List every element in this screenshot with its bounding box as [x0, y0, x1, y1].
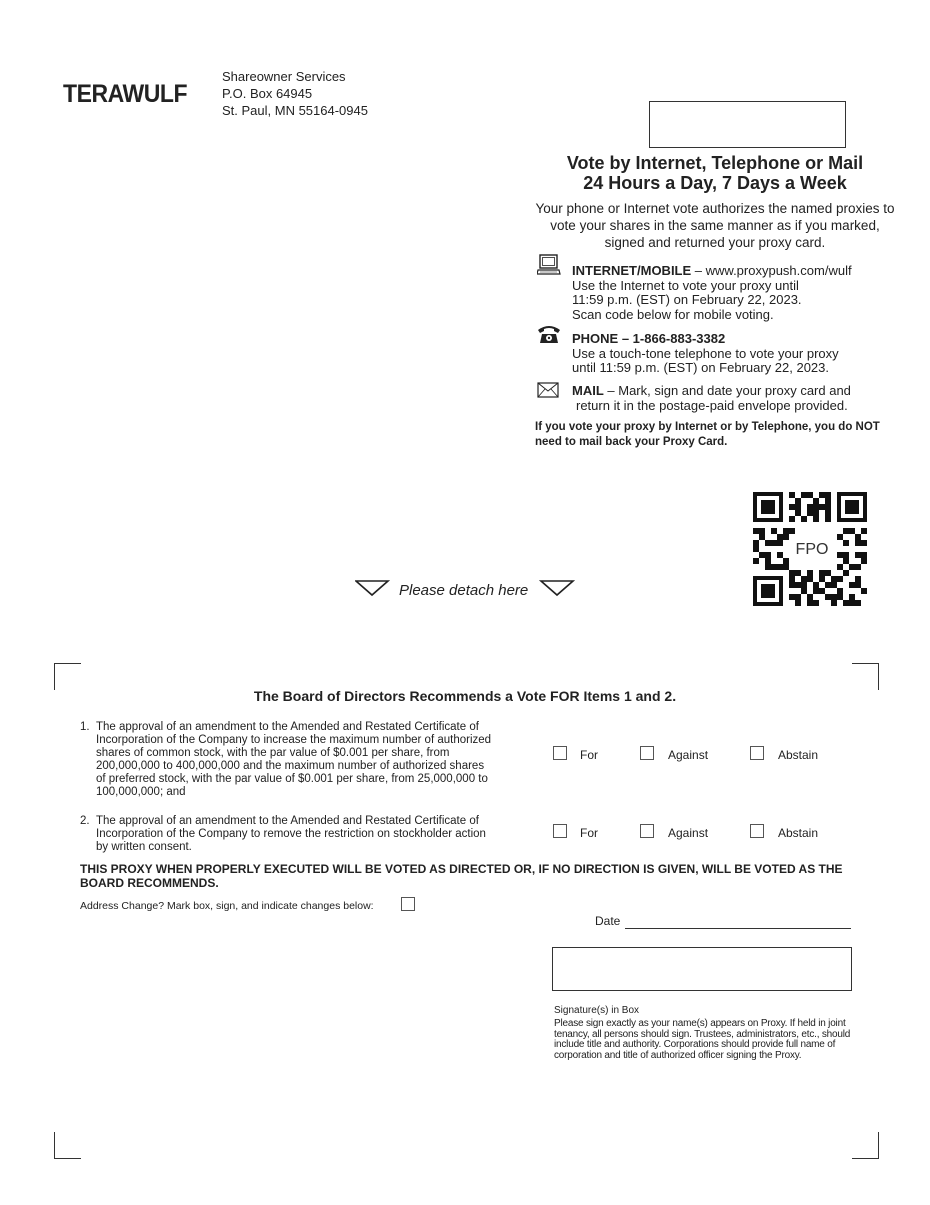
mail-method [572, 384, 851, 413]
mail-label: MAIL [572, 383, 604, 398]
item-1-against-checkbox[interactable] [640, 746, 654, 760]
signature-box[interactable] [552, 947, 852, 991]
ballot-item-2 [80, 815, 500, 857]
phone-line: Use a touch-tone telephone to vote your proxy [572, 345, 839, 361]
phone-line: until 11:59 p.m. (EST) on February 22, 2023. [572, 360, 830, 375]
ballot-item-1 [80, 721, 500, 801]
signature-instructions: Please sign exactly as your name(s) appears on Proxy. If held in joint tenancy, all persons should sign. Trustees, administrators, etc., should include title and authority. Corporations should provide full name of corporation and title of authorized officer signing the Proxy. [554, 1018, 851, 1061]
crop-mark [852, 1132, 879, 1159]
crop-mark [54, 663, 81, 690]
envelope-icon [537, 382, 559, 398]
return-address [222, 68, 368, 119]
internet-line: 11:59 p.m. (EST) on February 22, 2023. [572, 292, 802, 307]
computer-icon [537, 254, 561, 276]
item-2-against-checkbox[interactable] [640, 824, 654, 838]
phone-method [572, 332, 839, 376]
voting-heading [535, 153, 895, 193]
board-recommendation-heading: The Board of Directors Recommends a Vote FOR Items 1 and 2. [253, 688, 677, 704]
abstain-label: Abstain [778, 826, 819, 840]
voting-heading-line2: 24 Hours a Day, 7 Days a Week [583, 173, 847, 193]
qr-code[interactable] [753, 492, 867, 606]
address-line: Shareowner Services [222, 69, 346, 84]
internet-method [572, 264, 852, 322]
voting-heading-line1: Vote by Internet, Telephone or Mail [566, 153, 864, 173]
internet-line: Use the Internet to vote your proxy until [572, 277, 799, 293]
address-change-checkbox[interactable] [401, 897, 415, 911]
against-label: Against [668, 826, 709, 840]
item-number: 1. [80, 721, 90, 733]
crop-mark [852, 663, 879, 690]
item-text: The approval of an amendment to the Amended and Restated Certificate of Incorporation of the Company to remove the restriction on stockholder action by written consent. [96, 815, 486, 853]
address-line: St. Paul, MN 55164-0945 [222, 103, 368, 118]
voting-intro: Your phone or Internet vote authorizes the named proxies to vote your shares in the same manner as if you marked, signed and returned your proxy card. [535, 201, 895, 250]
no-mail-note: If you vote your proxy by Internet or by Telephone, you do NOT need to mail back your Proxy Card. [535, 421, 880, 448]
company-logo: TERAWULF [63, 80, 188, 108]
item-2-for-checkbox[interactable] [553, 824, 567, 838]
detach-label: Please detach here [399, 582, 529, 599]
mail-line: – Mark, sign and date your proxy card and [603, 383, 851, 398]
for-label: For [580, 748, 598, 762]
for-label: For [580, 826, 598, 840]
signature-title: Signature(s) in Box [554, 1005, 640, 1016]
phone-label: PHONE – 1-866-883-3382 [572, 331, 726, 346]
date-field[interactable] [625, 928, 851, 929]
proxy-statement: THIS PROXY WHEN PROPERLY EXECUTED WILL BE VOTED AS DIRECTED OR, IF NO DIRECTION IS GIVEN, WILL BE VOTED AS THE BOARD RECOMMENDS. [80, 862, 843, 890]
internet-line: Scan code below for mobile voting. [572, 306, 774, 322]
address-change-label: Address Change? Mark box, sign, and indicate changes below: [80, 900, 374, 912]
date-label: Date [595, 914, 621, 928]
mail-line: return it in the postage-paid envelope provided. [576, 397, 848, 413]
item-2-abstain-checkbox[interactable] [750, 824, 764, 838]
item-1-for-checkbox[interactable] [553, 746, 567, 760]
internet-label: INTERNET/MOBILE [572, 263, 692, 278]
internet-url[interactable]: – www.proxypush.com/wulf [691, 263, 852, 278]
item-1-abstain-checkbox[interactable] [750, 746, 764, 760]
against-label: Against [668, 748, 709, 762]
crop-mark [54, 1132, 81, 1159]
abstain-label: Abstain [778, 748, 819, 762]
item-text: The approval of an amendment to the Amended and Restated Certificate of Incorporation of the Company to increase the maximum number of authorized shares of common stock, with the par value of $0.001 per share, from 200,000,000 to 400,000,000 and the maximum number of authorized shares of preferred stock, with the par value of $0.001 per share, from 25,000,000 to 100,000,000; and [96, 721, 492, 798]
telephone-icon [537, 324, 561, 344]
control-number-box [649, 101, 846, 148]
address-line: P.O. Box 64945 [222, 86, 313, 101]
qr-fpo-label: FPO [795, 541, 829, 558]
item-number: 2. [80, 815, 90, 827]
